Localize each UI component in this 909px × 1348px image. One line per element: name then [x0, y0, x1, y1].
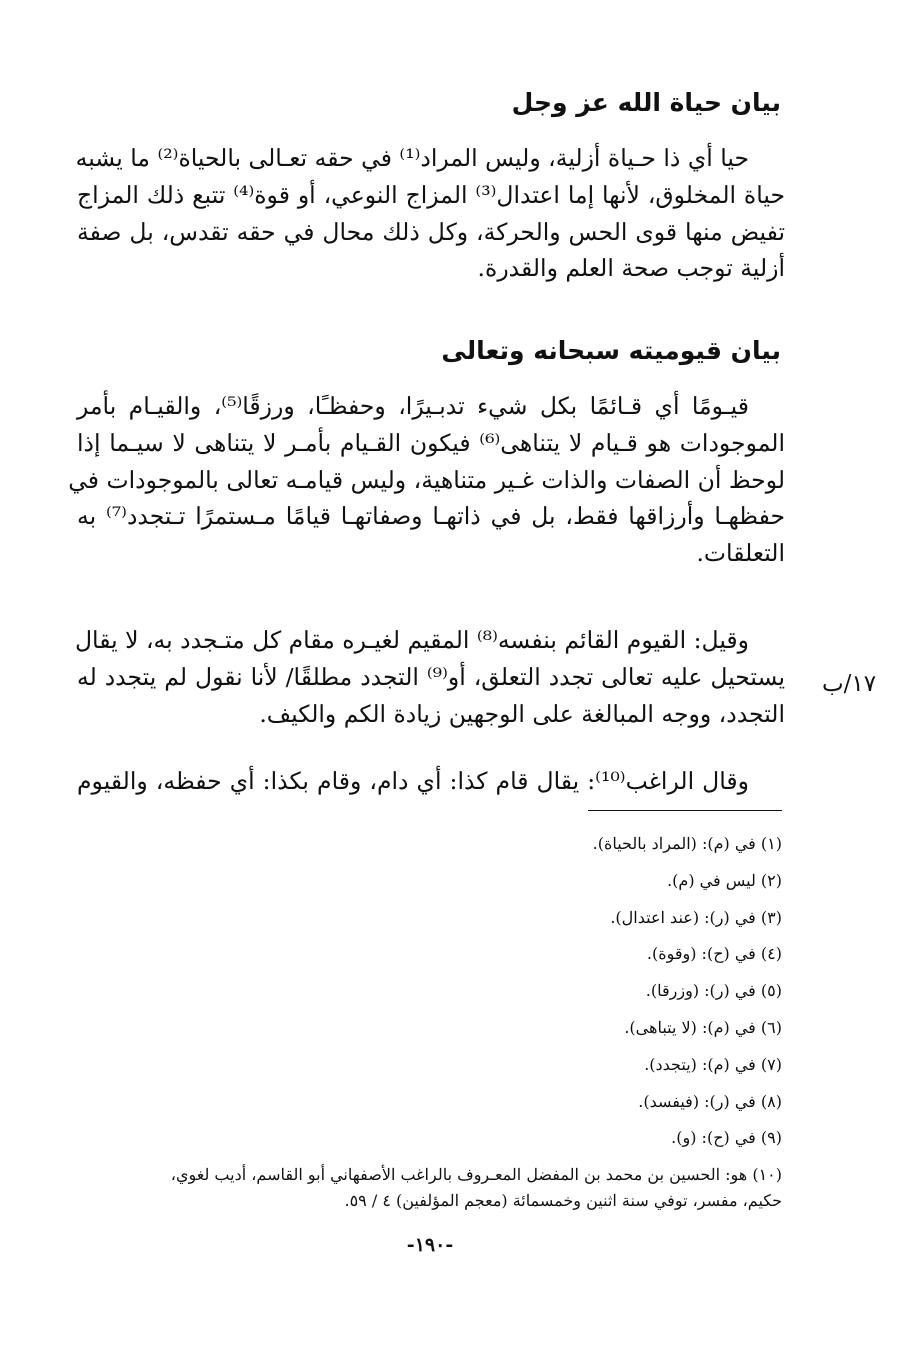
text-line: لوحظ أن الصفات والذات غـير متناهية، وليس قيامـه تعالى بالموجودات في	[68, 465, 785, 494]
text-line: التعلقات.	[696, 539, 785, 568]
text-line: حيا أي ذا حـياة أزلية، وليس المراد⁽¹⁾ في حقه تعـالى بالحياة⁽²⁾ ما يشبه	[75, 144, 749, 172]
footnote-separator	[588, 810, 782, 811]
footnote-3: (٣) في (ر): (عند اعتدال).	[610, 907, 782, 927]
footnote-7: (٧) في (م): (يتجدد).	[644, 1054, 782, 1074]
footnote-10-continued: حكيم، مفسر، توفي سنة اثنين وخمسمائة (معجم المؤلفين) ٤ / ٥٩.	[344, 1191, 782, 1211]
footnote-8: (٨) في (ر): (فيفسد).	[638, 1091, 782, 1111]
footnote-6: (٦) في (م): (لا يتباهى).	[624, 1017, 782, 1037]
footnote-2: (٢) ليس في (م).	[667, 870, 782, 890]
text-line: الموجودات هو قـيام لا يتناهى⁽⁶⁾ فيكون القـيام بأمـر لا يتناهى لا سيـما إذا	[77, 428, 785, 457]
footnote-5: (٥) في (ر): (وزرقا).	[645, 981, 782, 1001]
text-line: حياة المخلوق، لأنها إما اعتدال⁽³⁾ المزاج النوعي، أو قوة⁽⁴⁾ تتبع ذلك المزاج	[77, 180, 785, 209]
text-line: وقال الراغب⁽¹⁰⁾: يقال قام كذا: أي دام، وقام بكذا: أي حفظه، والقيوم	[77, 767, 749, 795]
footnote-9: (٩) في (ح): (و).	[671, 1128, 782, 1148]
text-line: وقيل: القيوم القائم بنفسه⁽⁸⁾ المقيم لغيـره مقام كل متـجدد به، لا يقال	[74, 626, 749, 654]
text-line: تفيض منها قوى الحس والحركة، وكل ذلك محال في حقه تقدس، بل صفة	[77, 217, 785, 246]
text-line: يستحيل عليه تعالى تجدد التعلق، أو⁽⁹⁾ التجدد مطلقًا/ لأنا نقول لم يتجدد له	[77, 662, 785, 691]
paragraph-qayyum-1	[68, 388, 785, 572]
manuscript-folio-marker: ١٧/ب	[822, 671, 877, 697]
section-heading-qayyumiyya: بيان قيوميته سبحانه وتعالى	[441, 336, 781, 365]
paragraph-life	[77, 140, 785, 287]
text-line: أزلية توجب صحة العلم والقدرة.	[477, 254, 785, 283]
footnote-10: (١٠) هو: الحسين بن محمد بن المفضل المعـروف بالراغب الأصفهاني أبو القاسم، أديب لغوي،	[170, 1165, 782, 1185]
section-heading-life: بيان حياة الله عز وجل	[511, 88, 781, 117]
paragraph-qayyum-2	[74, 622, 785, 732]
page-number: -١٩٠-	[406, 1234, 454, 1256]
footnote-1: (١) في (م): (المراد بالحياة).	[592, 834, 782, 853]
text-line: التجدد، ووجه المبالغة على الوجهين زيادة الكم والكيف.	[259, 699, 785, 728]
text-line: قيـومًا أي قـائمًا بكل شيء تدبـيرًا، وحفظـًا، ورزقًا⁽⁵⁾، والقيـام بأمر	[77, 392, 749, 420]
paragraph-qayyum-3	[77, 763, 785, 800]
footnotes	[72, 826, 782, 1214]
footnote-4: (٤) في (ح): (وقوة).	[646, 944, 782, 964]
text-line: حفظهـا وأرزاقها فقط، بل في ذاتهـا وصفاتهـا قيامًا مـستمرًا تـتجدد⁽⁷⁾ به	[77, 502, 785, 531]
